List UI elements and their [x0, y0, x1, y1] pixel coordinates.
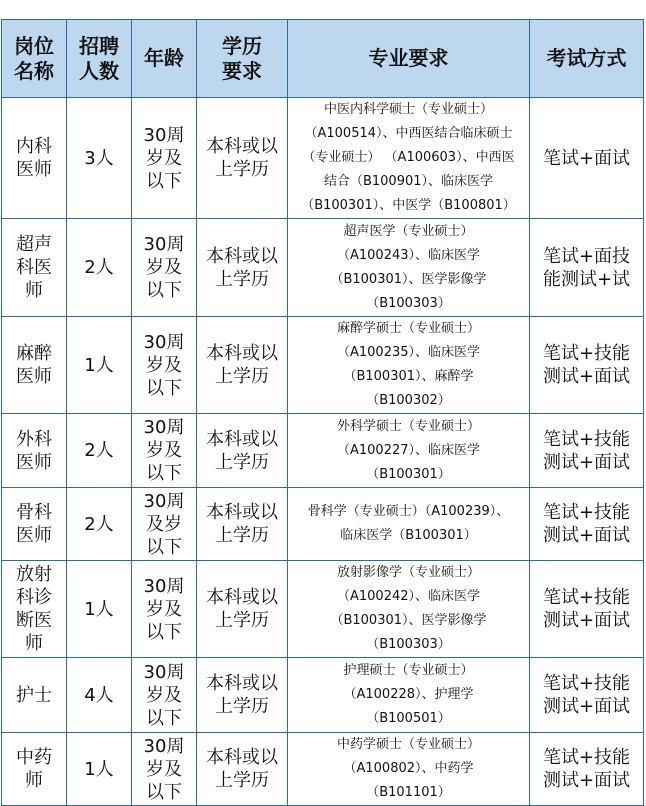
position-cell-line: 放射	[16, 564, 52, 585]
position-cell-line: 医师	[16, 525, 52, 546]
position-cell-line: 断医	[16, 610, 52, 631]
exam-cell-line: 测试+面试	[542, 366, 631, 387]
education-cell-line: 上学历	[215, 159, 269, 180]
age-cell-line: 以下	[146, 170, 182, 192]
education-cell-line: 上学历	[215, 451, 269, 473]
education-cell	[197, 733, 288, 806]
age-cell-line: 岁及	[146, 354, 182, 376]
education-cell	[197, 561, 288, 658]
age-cell	[132, 488, 197, 561]
position-cell-line: 科医	[16, 257, 52, 278]
major-cell-line: （B100301）、医学影像学	[330, 271, 487, 287]
header-education	[197, 20, 288, 98]
major-cell-line: （B100301）	[366, 466, 451, 482]
major-cell-line: 护理硕士（专业硕士）	[343, 663, 474, 678]
position-cell	[2, 414, 67, 488]
major-cell-line: （A100514）、中西医结合临床硕士	[304, 126, 513, 141]
age-cell-line: 岁及	[146, 758, 182, 780]
major-cell-line: 中医内科学硕士（专业硕士）	[323, 102, 493, 117]
age-cell-line: 岁及	[146, 147, 182, 169]
education-cell	[197, 414, 288, 488]
header-text: 岗位	[14, 33, 54, 58]
age-cell	[132, 561, 197, 658]
major-cell	[288, 98, 530, 219]
position-cell	[2, 658, 67, 733]
recruitment-table	[1, 19, 644, 806]
exam-cell	[530, 317, 644, 414]
exam-cell-line: 能测试+试	[542, 268, 631, 290]
education-cell-line: 上学历	[215, 366, 269, 387]
position-cell-line: 师	[25, 770, 43, 791]
position-cell-line: 师	[25, 633, 43, 654]
major-cell-line: （A100802）、中药学	[343, 761, 474, 776]
table-row	[2, 733, 644, 806]
header-major-requirements	[288, 20, 530, 98]
age-cell-line: 30周	[143, 331, 185, 353]
position-cell	[2, 98, 67, 219]
age-cell	[132, 658, 197, 733]
major-cell	[288, 733, 530, 806]
major-cell-line: （B100301）、麻醉学	[343, 369, 474, 384]
exam-cell	[530, 98, 644, 219]
position-cell	[2, 561, 67, 658]
exam-cell-line: 测试+面试	[542, 525, 631, 546]
age-cell-line: 岁及	[146, 598, 182, 620]
age-cell-line: 以下	[146, 707, 182, 729]
education-cell	[197, 219, 288, 317]
header-text: 要求	[222, 58, 262, 83]
major-cell	[288, 219, 530, 317]
major-cell-line: （A100227）、临床医学	[336, 442, 481, 458]
header-text: 学历	[222, 33, 262, 58]
major-cell	[288, 488, 530, 561]
major-cell-line: 超声医学（专业硕士）	[343, 223, 474, 239]
education-cell	[197, 658, 288, 733]
major-cell-line: （A100235）、临床医学	[336, 345, 481, 360]
table-row	[2, 561, 644, 658]
major-cell-line: 麻醉学硕士（专业硕士）	[336, 321, 480, 336]
table-row	[2, 219, 644, 317]
major-cell-line: （A100243）、临床医学	[336, 247, 481, 263]
exam-cell-line: 笔试+技能	[542, 673, 631, 694]
age-cell-line: 30周	[143, 575, 185, 597]
major-cell-line: （B100301）、医学影像学	[330, 613, 487, 628]
education-cell-line: 本科或以	[206, 747, 278, 768]
major-cell-line: 放射影像学（专业硕士）	[336, 565, 480, 580]
table-row	[2, 98, 644, 219]
age-cell	[132, 733, 197, 806]
position-cell-line: 师	[25, 280, 43, 301]
major-cell-line: （B100301）、中医学（B100801）	[301, 198, 516, 213]
exam-cell	[530, 561, 644, 658]
position-cell-line: 科诊	[16, 587, 52, 608]
header-text: 人数	[79, 58, 119, 83]
position-cell	[2, 317, 67, 414]
major-cell-line: （B100302）	[366, 393, 451, 408]
exam-cell-line: 笔试+技能	[542, 587, 631, 608]
age-cell-line: 岁及	[146, 440, 182, 461]
position-cell-line: 外科	[16, 428, 52, 450]
table-row	[2, 317, 644, 414]
age-cell-line: 及岁	[146, 513, 182, 535]
major-cell-line: （B100303）	[366, 295, 451, 311]
exam-cell-line: 测试+面试	[542, 770, 631, 791]
table-body	[2, 98, 644, 806]
header-text: 专业要求	[368, 46, 449, 70]
exam-cell-line: 笔试+面技	[542, 245, 631, 267]
exam-cell-line: 笔试+技能	[542, 428, 631, 450]
count-cell: 1人	[67, 733, 132, 806]
position-cell-line: 中药	[16, 747, 52, 768]
major-cell-line: （专业硕士） （A100603）、中西医	[302, 150, 515, 165]
age-cell-line: 30周	[143, 661, 185, 683]
education-cell	[197, 98, 288, 219]
exam-cell-line: 笔试+面试	[542, 147, 631, 169]
education-cell-line: 本科或以	[206, 673, 278, 694]
major-cell-line: （B100501）	[366, 711, 451, 726]
position-cell-line: 护士	[16, 684, 52, 706]
count-cell: 1人	[67, 317, 132, 414]
major-cell	[288, 658, 530, 733]
position-cell-line: 骨科	[16, 502, 52, 523]
position-cell	[2, 219, 67, 317]
major-cell-line: （A100228）、护理学	[343, 687, 474, 702]
count-cell: 3人	[67, 98, 132, 219]
education-cell-line: 本科或以	[206, 245, 278, 267]
count-cell: 4人	[67, 658, 132, 733]
education-cell-line: 上学历	[215, 610, 269, 631]
count-cell: 2人	[67, 488, 132, 561]
header-text: 考试方式	[546, 46, 627, 70]
header-text: 招聘	[79, 33, 119, 58]
header-exam-method	[530, 20, 644, 98]
exam-cell	[530, 219, 644, 317]
position-cell	[2, 733, 67, 806]
major-cell-line: 骨科学（专业硕士）（A100239）、	[307, 504, 510, 519]
count-cell: 1人	[67, 561, 132, 658]
major-cell-line: 临床医学（B100301）	[340, 528, 477, 543]
education-cell-line: 上学历	[215, 696, 269, 717]
age-cell-line: 30周	[143, 124, 185, 146]
major-cell-line: （B100303）	[366, 637, 451, 652]
major-cell-line: （B101101）	[366, 785, 451, 800]
major-cell-line: 中药学硕士（专业硕士）	[336, 737, 480, 752]
position-cell-line: 医师	[16, 366, 52, 387]
age-cell-line: 以下	[146, 536, 182, 558]
education-cell-line: 上学历	[215, 268, 269, 290]
education-cell	[197, 317, 288, 414]
major-cell-line: 外科学硕士（专业硕士）	[336, 418, 480, 434]
education-cell-line: 上学历	[215, 525, 269, 546]
count-cell: 2人	[67, 219, 132, 317]
header-age	[132, 20, 197, 98]
table-row	[2, 488, 644, 561]
education-cell-line: 本科或以	[206, 428, 278, 450]
age-cell	[132, 414, 197, 488]
major-cell	[288, 317, 530, 414]
age-cell	[132, 317, 197, 414]
age-cell-line: 岁及	[146, 257, 182, 278]
table-row	[2, 658, 644, 733]
age-cell-line: 以下	[146, 280, 182, 301]
major-cell-line: 结合（B100901）、临床医学	[323, 174, 494, 189]
exam-cell-line: 测试+面试	[542, 696, 631, 717]
education-cell	[197, 488, 288, 561]
exam-cell	[530, 488, 644, 561]
position-cell-line: 医师	[16, 159, 52, 180]
exam-cell-line: 笔试+技能	[542, 747, 631, 768]
position-cell-line: 麻醉	[16, 343, 52, 364]
position-cell-line: 医师	[16, 451, 52, 473]
header-position-name	[2, 20, 67, 98]
age-cell-line: 30周	[143, 735, 185, 757]
age-cell-line: 30周	[143, 234, 185, 255]
count-cell: 2人	[67, 414, 132, 488]
header-hiring-count	[67, 20, 132, 98]
education-cell-line: 本科或以	[206, 587, 278, 608]
header-text: 年龄	[144, 46, 184, 70]
position-cell	[2, 488, 67, 561]
age-cell-line: 以下	[146, 621, 182, 643]
exam-cell-line: 测试+面试	[542, 610, 631, 631]
education-cell-line: 本科或以	[206, 343, 278, 364]
education-cell-line: 本科或以	[206, 136, 278, 157]
position-cell-line: 内科	[16, 136, 52, 157]
age-cell-line: 以下	[146, 781, 182, 803]
table-row	[2, 414, 644, 488]
age-cell-line: 岁及	[146, 684, 182, 706]
education-cell-line: 本科或以	[206, 502, 278, 523]
age-cell-line: 30周	[143, 417, 185, 438]
major-cell	[288, 561, 530, 658]
age-cell-line: 以下	[146, 377, 182, 399]
major-cell	[288, 414, 530, 488]
age-cell	[132, 219, 197, 317]
education-cell-line: 上学历	[215, 770, 269, 791]
age-cell-line: 30周	[143, 490, 185, 512]
position-cell-line: 超声	[16, 234, 52, 255]
table-header-row	[2, 20, 644, 98]
header-text: 名称	[14, 58, 54, 83]
exam-cell-line: 测试+面试	[542, 451, 631, 473]
exam-cell-line: 笔试+技能	[542, 502, 631, 523]
age-cell-line: 以下	[146, 463, 182, 484]
exam-cell	[530, 658, 644, 733]
major-cell-line: （A100242）、临床医学	[336, 589, 481, 604]
exam-cell-line: 笔试+技能	[542, 343, 631, 364]
exam-cell	[530, 414, 644, 488]
exam-cell	[530, 733, 644, 806]
age-cell	[132, 98, 197, 219]
